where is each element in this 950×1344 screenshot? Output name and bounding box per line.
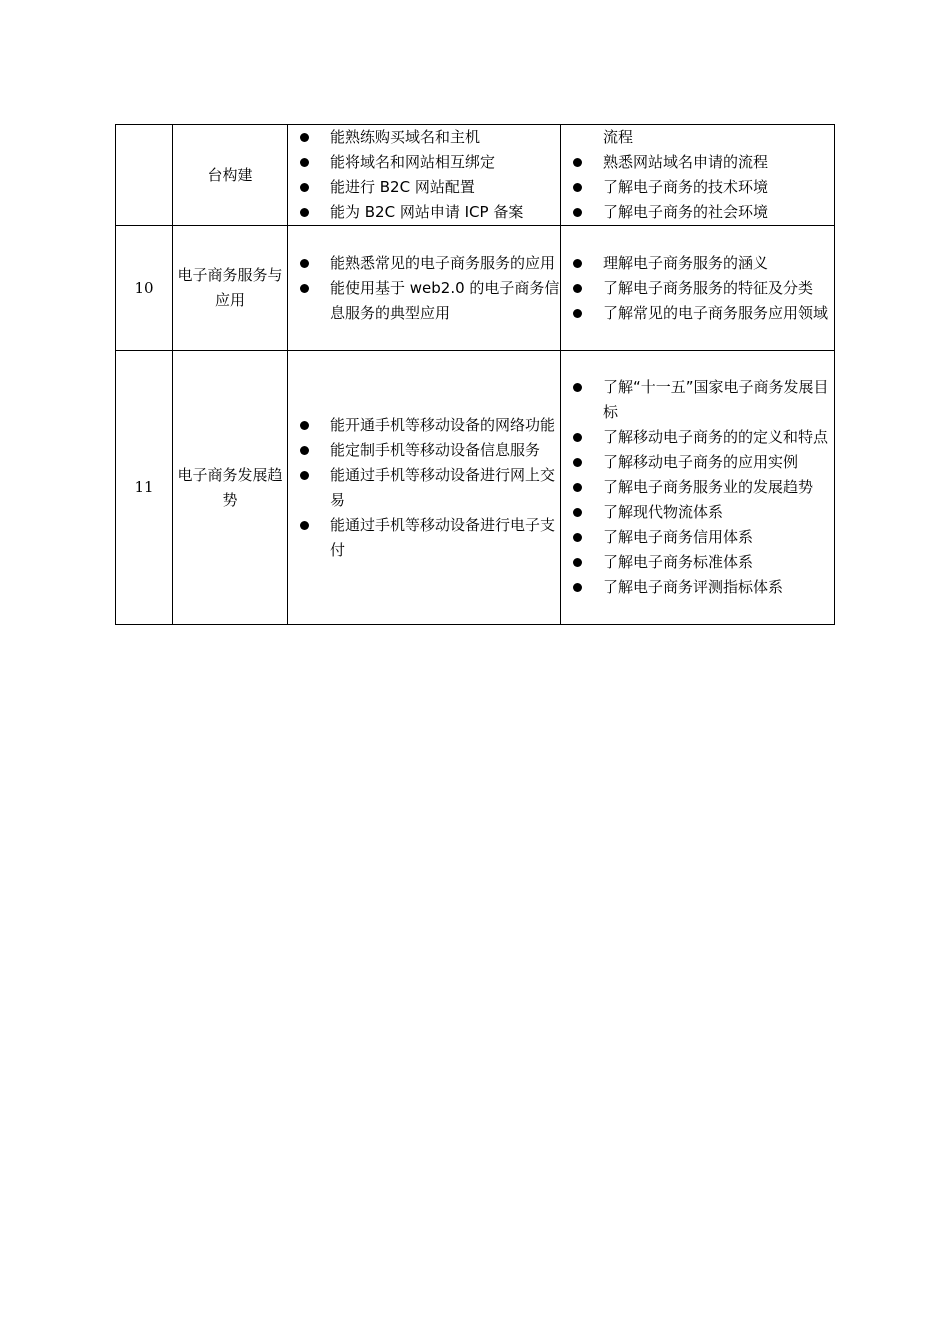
skills-cell (288, 351, 561, 625)
list-item: 能使用基于 web2.0 的电子商务信息服务的典型应用 (288, 276, 560, 326)
bullet-icon (300, 208, 309, 217)
knowledge-list (561, 150, 834, 225)
module-title: 电子商务服务与应用 (173, 226, 288, 351)
table-row (116, 125, 835, 226)
bullet-icon (573, 208, 582, 217)
list-item: 了解移动电子商务的的定义和特点 (561, 425, 834, 450)
bullet-icon (573, 483, 582, 492)
skills-cell (288, 226, 561, 351)
bullet-icon (573, 284, 582, 293)
list-item: 熟悉网站域名申请的流程 (561, 150, 834, 175)
bullet-icon (573, 583, 582, 592)
bullet-icon (573, 309, 582, 318)
list-item: 了解移动电子商务的应用实例 (561, 450, 834, 475)
skills-list (288, 251, 560, 326)
bullet-icon (300, 521, 309, 530)
list-item: 了解电子商务信用体系 (561, 525, 834, 550)
knowledge-continuation: 流程 (603, 128, 634, 146)
list-item: 能通过手机等移动设备进行网上交易 (288, 463, 560, 513)
bullet-icon (300, 421, 309, 430)
row-number: 11 (116, 351, 173, 625)
bullet-icon (573, 458, 582, 467)
list-item: 能熟练购买域名和主机 (288, 125, 560, 150)
list-item: 了解电子商务服务业的发展趋势 (561, 475, 834, 500)
bullet-icon (573, 259, 582, 268)
bullet-icon (300, 183, 309, 192)
list-item: 能熟悉常见的电子商务服务的应用 (288, 251, 560, 276)
knowledge-cell (561, 226, 835, 351)
bullet-icon (300, 158, 309, 167)
bullet-icon (300, 284, 309, 293)
bullet-icon (573, 533, 582, 542)
list-item: 能为 B2C 网站申请 ICP 备案 (288, 200, 560, 225)
skills-list (288, 413, 560, 563)
list-item: 能开通手机等移动设备的网络功能 (288, 413, 560, 438)
list-item: 了解电子商务的技术环境 (561, 175, 834, 200)
bullet-icon (300, 446, 309, 455)
bullet-icon (573, 183, 582, 192)
list-item: 了解电子商务的社会环境 (561, 200, 834, 225)
list-item: 能定制手机等移动设备信息服务 (288, 438, 560, 463)
knowledge-list (561, 251, 834, 326)
knowledge-cell (561, 125, 835, 226)
row-number: 10 (116, 226, 173, 351)
row-number (116, 125, 173, 226)
skills-cell (288, 125, 561, 226)
list-item: 了解现代物流体系 (561, 500, 834, 525)
bullet-icon (573, 383, 582, 392)
skills-list (288, 125, 560, 225)
bullet-icon (300, 471, 309, 480)
list-item: 能进行 B2C 网站配置 (288, 175, 560, 200)
knowledge-cell (561, 351, 835, 625)
module-title: 台构建 (173, 125, 288, 226)
bullet-icon (573, 508, 582, 517)
bullet-icon (573, 558, 582, 567)
table-row (116, 351, 835, 625)
bullet-icon (300, 133, 309, 142)
curriculum-table (115, 124, 835, 625)
list-item: 了解“十一五”国家电子商务发展目标 (561, 375, 834, 425)
bullet-icon (300, 259, 309, 268)
list-item: 能通过手机等移动设备进行电子支付 (288, 513, 560, 563)
list-item: 了解电子商务标准体系 (561, 550, 834, 575)
list-item: 能将域名和网站相互绑定 (288, 150, 560, 175)
list-item: 理解电子商务服务的涵义 (561, 251, 834, 276)
knowledge-list (561, 375, 834, 600)
list-item: 了解电子商务评测指标体系 (561, 575, 834, 600)
bullet-icon (573, 158, 582, 167)
list-item: 了解电子商务服务的特征及分类 (561, 276, 834, 301)
table-row (116, 226, 835, 351)
list-item: 了解常见的电子商务服务应用领域 (561, 301, 834, 326)
module-title: 电子商务发展趋势 (173, 351, 288, 625)
bullet-icon (573, 433, 582, 442)
